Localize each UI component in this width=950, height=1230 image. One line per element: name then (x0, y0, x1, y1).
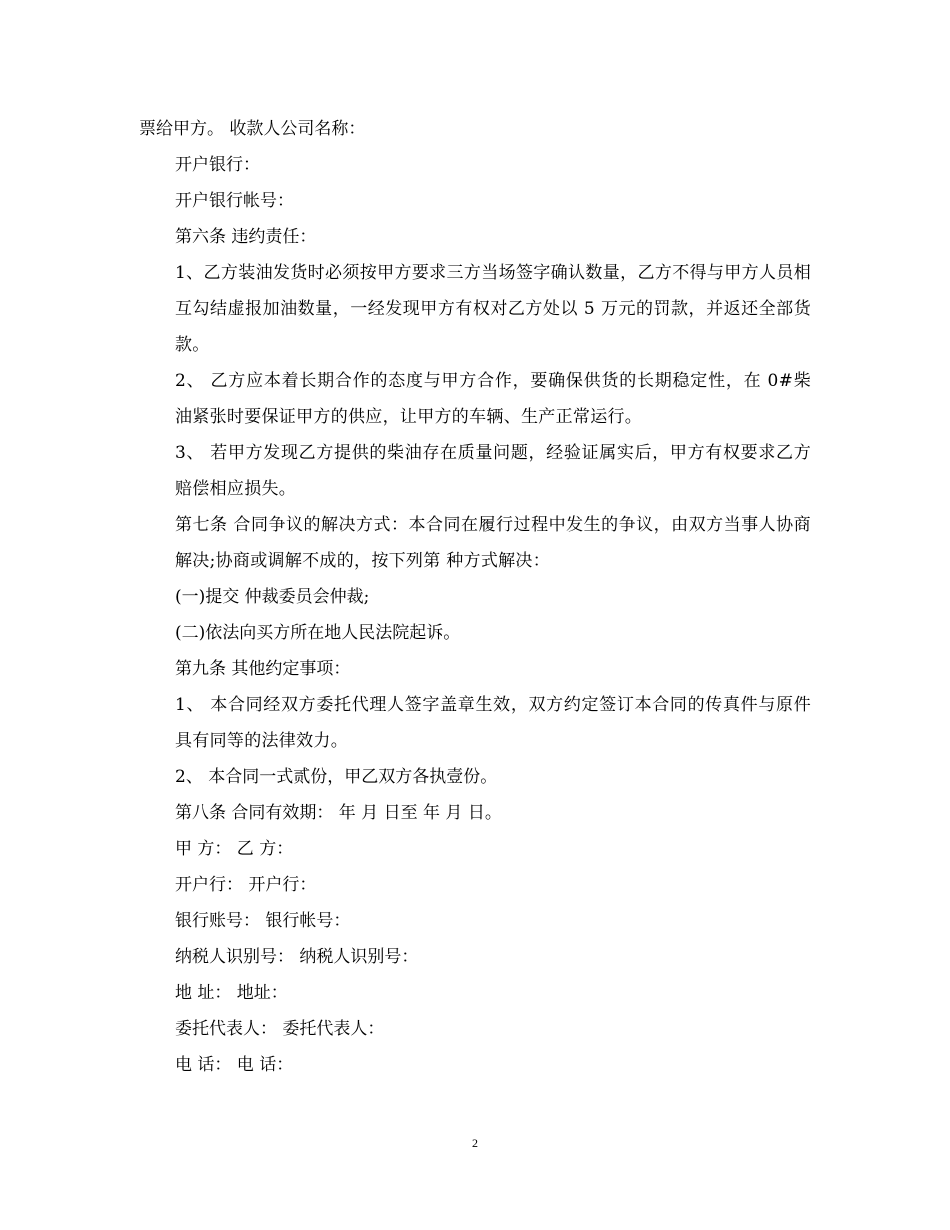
dispute-option-1: (一)提交 仲裁委员会仲裁; (175, 587, 370, 607)
article-nine-item-2: 2、 本合同一式贰份，甲乙双方各执壹份。 (175, 767, 498, 787)
article-nine-item-1: 1、 本合同经双方委托代理人签字盖章生效，双方约定签订本合同的传真件与原件具有同等的法律效力。 (175, 695, 811, 751)
article-six-item-1: 1、乙方装油发货时必须按甲方要求三方当场签字确认数量，乙方不得与甲方人员相互勾结虚报加油数量，一经发现甲方有权对乙方处以 5 万元的罚款，并返还全部货款。 (175, 263, 811, 355)
paragraph-bank-account: 开户银行帐号： (175, 191, 294, 211)
article-seven: 第七条 合同争议的解决方式：本合同在履行过程中发生的争议，由双方当事人协商解决;协商或调解不成的，按下列第 种方式解决： (175, 515, 811, 571)
signature-tax-id: 纳税人识别号： 纳税人识别号： (175, 947, 419, 967)
page-number: 2 (472, 1136, 478, 1150)
signature-representative: 委托代表人： 委托代表人： (175, 1019, 385, 1039)
article-nine-heading: 第九条 其他约定事项： (175, 659, 351, 679)
signature-address: 地 址： 地址： (175, 983, 288, 1003)
paragraph-bank: 开户银行： (175, 155, 260, 175)
signature-bank: 开户行： 开户行： (175, 875, 317, 895)
dispute-option-2: (二)依法向买方所在地人民法院起诉。 (175, 623, 461, 643)
article-six-item-2: 2、 乙方应本着长期合作的态度与甲方合作，要确保供货的长期稳定性，在 0#柴油紧张时要保证甲方的供应，让甲方的车辆、生产正常运行。 (175, 371, 811, 427)
signature-bank-account: 银行账号： 银行帐号： (175, 911, 351, 931)
paragraph-payee-company: 票给甲方。 收款人公司名称： (139, 119, 366, 139)
signature-parties: 甲 方： 乙 方： (175, 839, 294, 859)
article-eight: 第八条 合同有效期： 年 月 日至 年 月 日。 (175, 803, 502, 823)
article-six-item-3: 3、 若甲方发现乙方提供的柴油存在质量问题，经验证属实后，甲方有权要求乙方赔偿相应损失。 (175, 443, 811, 499)
article-six-heading: 第六条 违约责任： (175, 227, 317, 247)
signature-phone: 电 话： 电 话： (175, 1055, 294, 1075)
document-body (139, 111, 811, 1083)
